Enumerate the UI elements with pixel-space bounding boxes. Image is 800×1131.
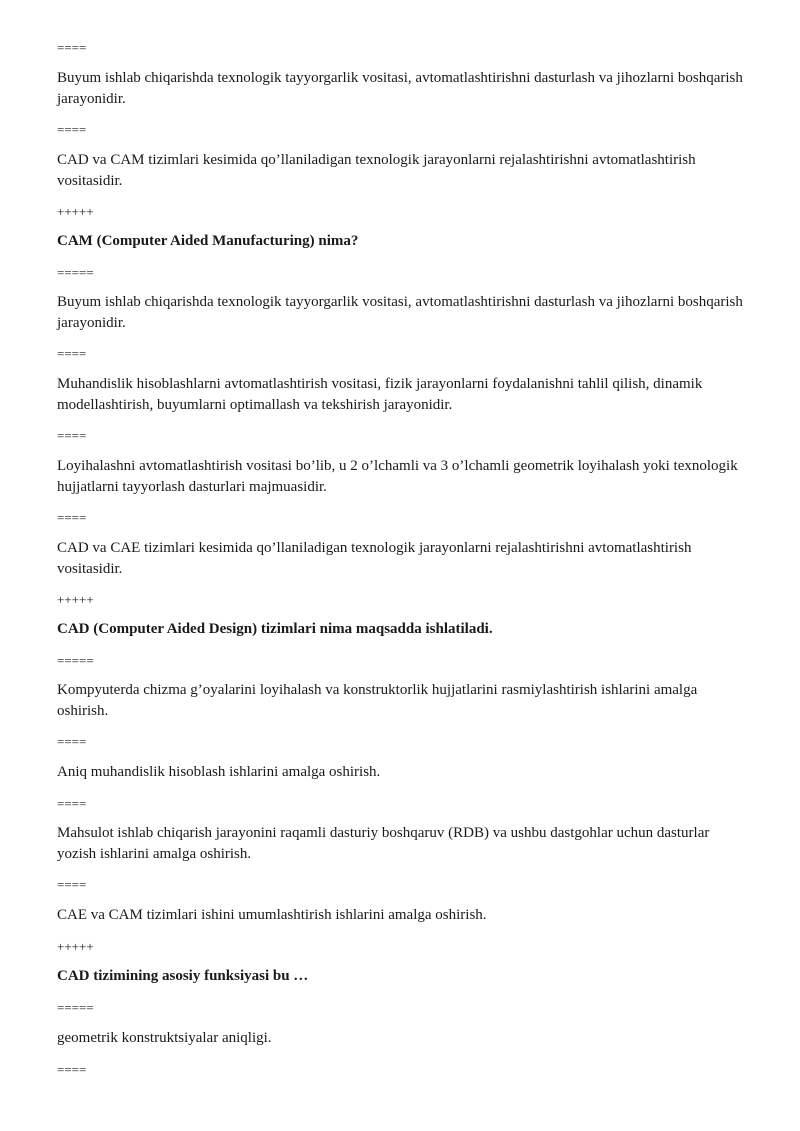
answer-option: CAD va CAE tizimlari kesimida qo’llaniladigan texnologik jarayonlarni rejalashtirishni avtomatlashtirish vositasidir. [57,540,692,577]
answer-option: Buyum ishlab chiqarishda texnologik tayyorgarlik vositasi, avtomatlashtirishni dasturlash va jihozlarni boshqarish jarayonidir. [57,294,743,331]
separator-line: +++++ [57,939,94,954]
separator-line: ==== [57,734,87,749]
separator-line: ===== [57,1000,94,1015]
question-heading: CAM (Computer Aided Manufacturing) nima? [57,233,359,249]
answer-option: Kompyuterda chizma g’oyalarini loyihalash va konstruktorlik hujjatlarini rasmiylashtirish ishlarini amalga oshirish. [57,682,698,719]
answer-option: Buyum ishlab chiqarishda texnologik tayyorgarlik vositasi, avtomatlashtirishni dasturlash va jihozlarni boshqarish jarayonidir. [57,70,743,107]
separator-line: ==== [57,796,87,811]
answer-option: Mahsulot ishlab chiqarish jarayonini raqamli dasturiy boshqaruv (RDB) va ushbu dastgohlar uchun dasturlar yozish ishlarini amalga oshirish. [57,825,710,862]
separator-line: ==== [57,877,87,892]
separator-line: ==== [57,510,87,525]
question-heading: CAD tizimining asosiy funksiyasi bu … [57,968,309,984]
separator-line: ==== [57,428,87,443]
separator-line: +++++ [57,592,94,607]
separator-line: ==== [57,1062,87,1077]
answer-option: CAD va CAM tizimlari kesimida qo’llaniladigan texnologik jarayonlarni rejalashtirishni avtomatlashtirish vositasidir. [57,152,696,189]
answer-option: Aniq muhandislik hisoblash ishlarini amalga oshirish. [57,764,381,780]
answer-option: CAE va CAM tizimlari ishini umumlashtirish ishlarini amalga oshirish. [57,907,487,923]
separator-line: +++++ [57,204,94,219]
separator-line: ==== [57,122,87,137]
answer-option: Loyihalashni avtomatlashtirish vositasi bo’lib, u 2 o’lchamli va 3 o’lchamli geometrik loyihalash yoki texnologik hujjatlarni tayyorlash dasturlari majmuasidir. [57,458,738,495]
separator-line: ===== [57,265,94,280]
separator-line: ==== [57,346,87,361]
question-heading: CAD (Computer Aided Design) tizimlari nima maqsadda ishlatiladi. [57,621,493,637]
separator-line: ==== [57,40,87,55]
answer-option: Muhandislik hisoblashlarni avtomatlashtirish vositasi, fizik jarayonlarni foydalanishni tahlil qilish, dinamik modellashtirish, buyumlarni optimallash va tekshirish jarayonidir. [57,376,703,413]
separator-line: ===== [57,653,94,668]
answer-option: geometrik konstruktsiyalar aniqligi. [57,1030,272,1046]
